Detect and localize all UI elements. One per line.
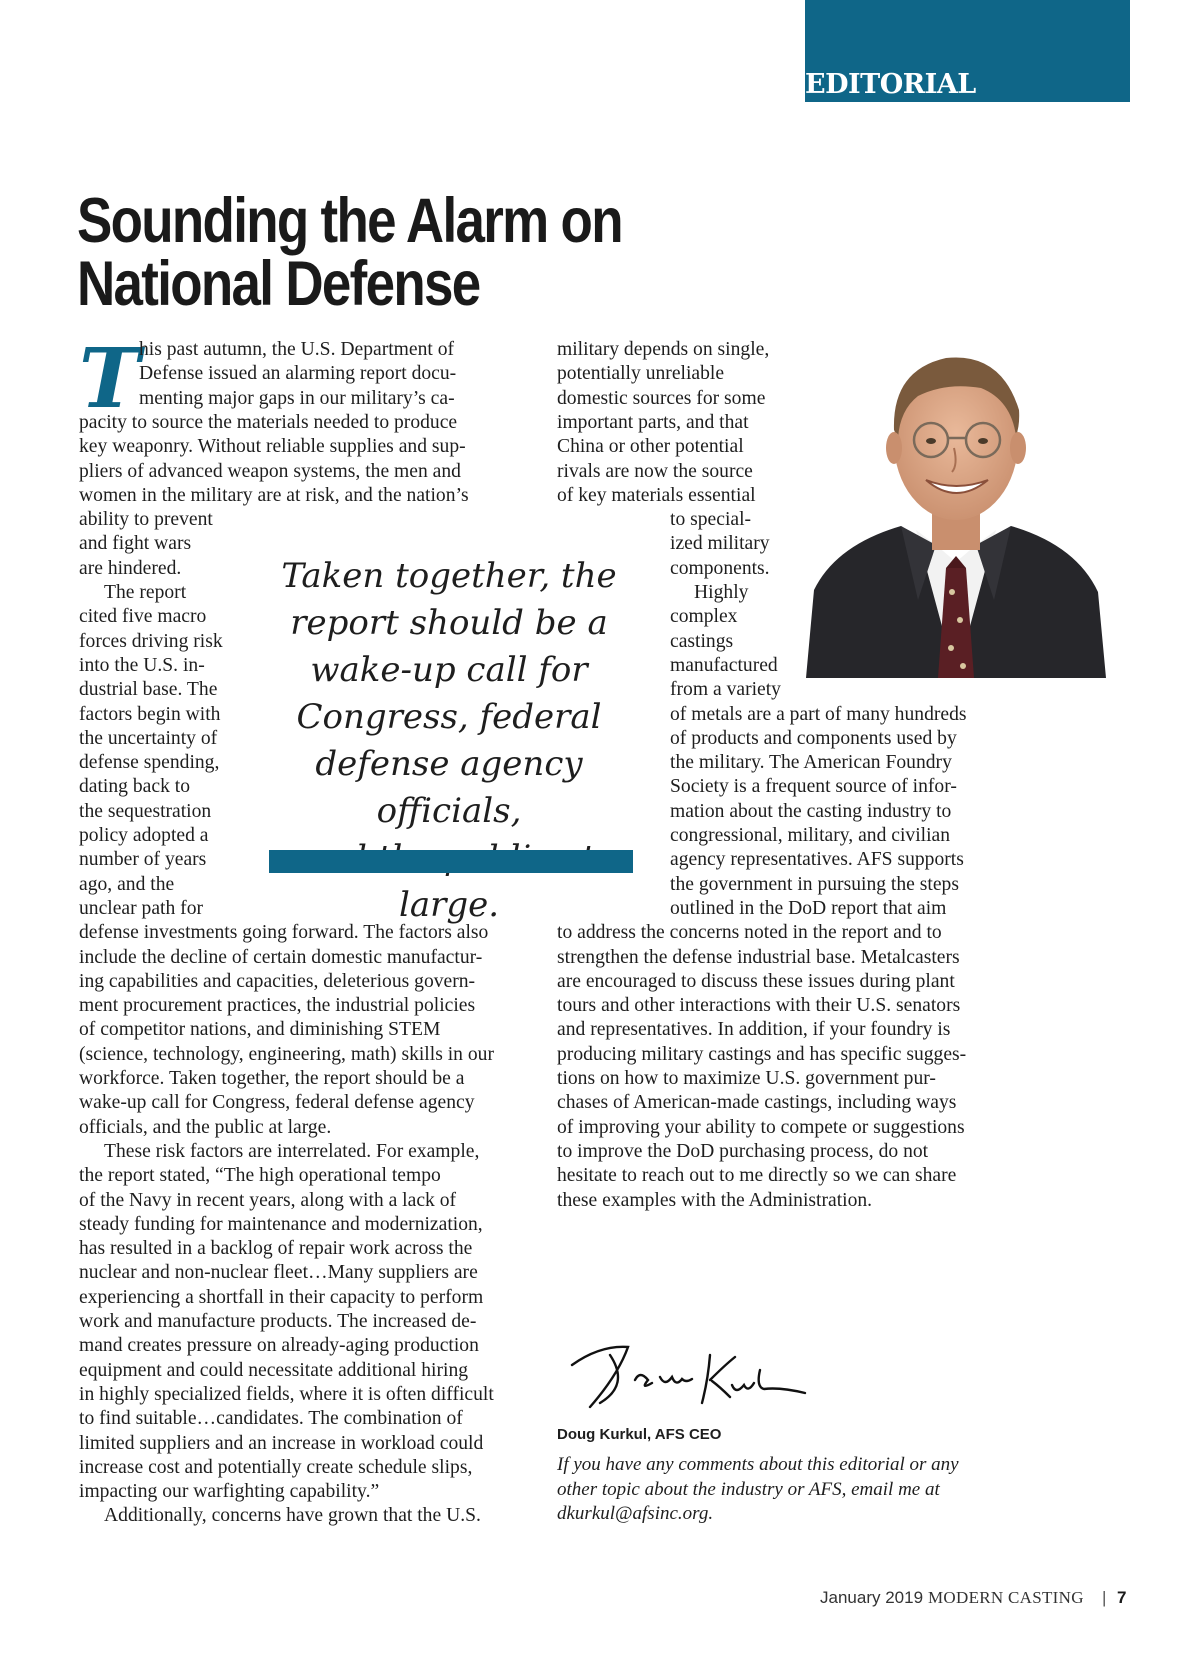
article-line: (science, technology, engineering, math) skills in our <box>79 1043 494 1065</box>
pull-quote-line: wake-up call for <box>310 650 588 690</box>
contact-note-line: dkurkul@afsinc.org. <box>557 1503 714 1524</box>
article-line: of the Navy in recent years, along with a lack of <box>79 1189 457 1211</box>
article-line: complex <box>670 606 738 628</box>
footer-date: January 2019 <box>820 1588 924 1607</box>
article-line: important parts, and that <box>557 411 749 433</box>
article-line: components. <box>670 557 770 579</box>
headline <box>77 186 622 319</box>
article-line: steady funding for maintenance and modernization, <box>79 1213 483 1235</box>
article-line: the sequestration <box>79 800 212 822</box>
article-line: tours and other interactions with their U.S. senators <box>557 995 961 1017</box>
handwritten-signature <box>560 1325 810 1420</box>
footer-publication: MODERN CASTING <box>928 1588 1084 1607</box>
article-line: tions on how to maximize U.S. government pur- <box>557 1068 936 1089</box>
article-line: chases of American-made castings, including ways <box>557 1092 957 1114</box>
article-line: women in the military are at risk, and the nation’s <box>79 484 469 506</box>
article-line: ing capabilities and capacities, deleterious govern- <box>79 970 476 992</box>
article-line: potentially unreliable <box>557 363 725 385</box>
article-line: pliers of advanced weapon systems, the men and <box>79 460 461 482</box>
article-line: of competitor nations, and diminishing STEM <box>79 1019 441 1041</box>
signer-name: Doug Kurkul, AFS CEO <box>557 1426 722 1443</box>
article-line: the government in pursuing the steps <box>670 873 959 895</box>
article-line: mand creates pressure on already-aging production <box>79 1335 479 1357</box>
article-line: forces driving risk <box>79 630 223 652</box>
headline-line: National Defense <box>77 249 480 319</box>
article-line: Highly <box>694 582 749 603</box>
article-line: these examples with the Administration. <box>557 1189 873 1211</box>
article-line: to find suitable…candidates. The combination of <box>79 1408 463 1430</box>
article-line: military depends on single, <box>557 339 770 360</box>
article-line: to special- <box>670 509 752 531</box>
article-line: Society is a frequent source of infor- <box>670 776 957 798</box>
article-line: to address the concerns noted in the report and to <box>557 922 942 944</box>
article-line: of improving your ability to compete or suggestions <box>557 1116 965 1138</box>
article-line: mation about the casting industry to <box>670 800 952 822</box>
article-line: equipment and could necessitate additional hiring <box>79 1359 469 1381</box>
article-line: work and manufacture products. The increased de- <box>79 1311 477 1332</box>
article-line: castings <box>670 630 734 652</box>
section-tab <box>805 0 1130 102</box>
article-line: of metals are a part of many hundreds <box>670 703 967 725</box>
pull-quote-line: Taken together, the <box>281 556 617 596</box>
article-line: hesitate to reach out to me directly so we can share <box>557 1165 957 1187</box>
article-line: in highly specialized fields, where it is often difficult <box>79 1383 494 1405</box>
article-line: ized military <box>670 533 770 555</box>
article-line: Defense issued an alarming report docu- <box>139 363 457 385</box>
article-line: limited suppliers and an increase in workload could <box>79 1432 484 1454</box>
article-line: of key materials essential <box>557 484 756 506</box>
article-line: his past autumn, the U.S. Department of <box>139 339 455 360</box>
section-tab-label: EDITORIAL <box>805 69 976 100</box>
article-line: defense investments going forward. The factors also <box>79 922 489 944</box>
article-line: agency representatives. AFS supports <box>670 849 964 871</box>
drop-cap: T <box>79 331 141 427</box>
article-line: dustrial base. The <box>79 679 218 701</box>
article-line: are encouraged to discuss these issues during plant <box>557 970 955 992</box>
article-line: The report <box>104 582 187 603</box>
article-line: China or other potential <box>557 436 744 458</box>
article-line: workforce. Taken together, the report should be a <box>79 1068 465 1089</box>
article-line: producing military castings and has specific sugges- <box>557 1043 967 1065</box>
article-line: congressional, military, and civilian <box>670 825 951 846</box>
article-line: experiencing a shortfall in their capacity to perform <box>79 1286 484 1308</box>
contact-note-line: other topic about the industry or AFS, email me at <box>557 1478 940 1500</box>
article-line: Additionally, concerns have grown that the U.S. <box>104 1505 481 1527</box>
contact-note-line: If you have any comments about this editorial or any <box>557 1454 959 1475</box>
article-line: manufactured <box>670 654 778 676</box>
article-line: key weaponry. Without reliable supplies and sup- <box>79 436 466 458</box>
article-line: the uncertainty of <box>79 727 218 749</box>
headline-line: Sounding the Alarm on <box>77 186 622 256</box>
article-line: has resulted in a backlog of repair work across the <box>79 1238 473 1260</box>
article-line: strengthen the defense industrial base. Metalcasters <box>557 946 960 968</box>
article-line: officials, and the public at large. <box>79 1116 332 1138</box>
author-portrait <box>806 330 1106 678</box>
article-line: and representatives. In addition, if your foundry is <box>557 1019 951 1041</box>
article-line: increase cost and potentially create schedule slips, <box>79 1456 473 1478</box>
article-line: include the decline of certain domestic manufactur- <box>79 946 483 968</box>
article-line: the military. The American Foundry <box>670 752 952 774</box>
article-line: nuclear and non-nuclear fleet…Many suppliers are <box>79 1262 478 1284</box>
article-line: domestic sources for some <box>557 387 766 409</box>
article-line: from a variety <box>670 679 781 701</box>
article-line: rivals are now the source <box>557 460 753 482</box>
footer-divider: | <box>1102 1588 1107 1607</box>
article-line: pacity to source the materials needed to produce <box>79 411 458 433</box>
footer-page-number: 7 <box>1117 1588 1127 1607</box>
pull-quote-line: Congress, federal <box>296 697 602 737</box>
article-line: defense spending, <box>79 752 220 774</box>
article-line: impacting our warfighting capability.” <box>79 1481 380 1503</box>
pull-quote-line: defense agency officials, <box>315 744 583 831</box>
article-line: to improve the DoD purchasing process, do not <box>557 1140 929 1162</box>
article-line: policy adopted a <box>79 825 209 846</box>
pull-quote-rule <box>269 850 633 873</box>
article-line: the report stated, “The high operational tempo <box>79 1165 441 1187</box>
article-line: into the U.S. in- <box>79 654 205 676</box>
article-line: and fight wars <box>79 533 192 555</box>
article-line: unclear path for <box>79 897 204 919</box>
article-line: are hindered. <box>79 557 182 579</box>
article-line: dating back to <box>79 776 190 798</box>
pull-quote-line: large. <box>398 885 500 925</box>
article-line: menting major gaps in our military’s ca- <box>139 387 455 409</box>
article-line: cited five macro <box>79 606 207 628</box>
article-line: ability to prevent <box>79 509 213 531</box>
article-line: These risk factors are interrelated. For example, <box>104 1140 480 1162</box>
article-line: wake-up call for Congress, federal defense agency <box>79 1092 475 1114</box>
article-line: ment procurement practices, the industrial policies <box>79 995 476 1017</box>
article-line: number of years <box>79 849 207 871</box>
article-line: ago, and the <box>79 873 175 895</box>
article-line: outlined in the DoD report that aim <box>670 897 947 919</box>
article-line: of products and components used by <box>670 727 957 749</box>
article-line: factors begin with <box>79 703 221 725</box>
pull-quote-line: report should be a <box>290 603 608 643</box>
